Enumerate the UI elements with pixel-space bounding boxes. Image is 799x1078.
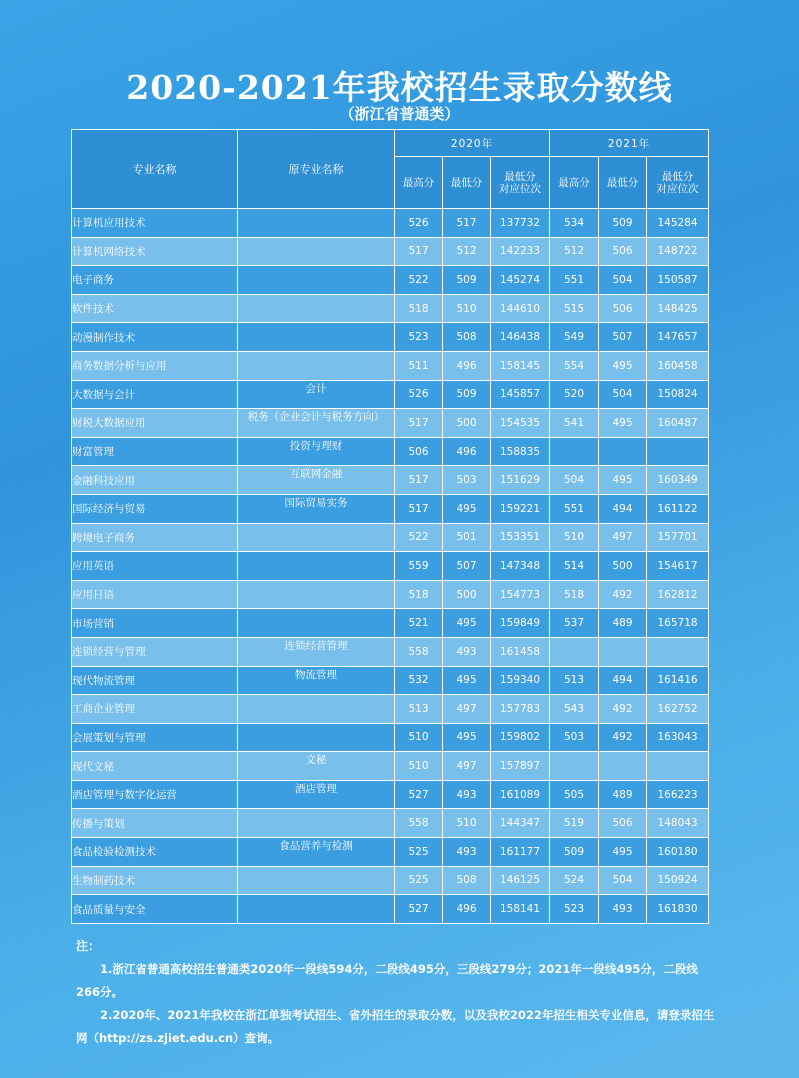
max-2020-cell: 518	[395, 294, 443, 323]
min-2021-cell: 492	[599, 695, 647, 724]
max-2020-cell: 517	[395, 409, 443, 438]
min-2021-cell: 497	[599, 523, 647, 552]
original-major-cell: 互联网金融	[238, 466, 395, 495]
table-row	[72, 237, 709, 266]
max-2021-cell: 518	[550, 580, 599, 609]
min-2020-cell: 503	[443, 466, 491, 495]
original-major-cell: 会计	[238, 380, 395, 409]
rank-2021-cell: 166223	[647, 780, 709, 809]
min-2020-cell: 510	[443, 294, 491, 323]
min-2021-cell: 507	[599, 323, 647, 352]
min-2020-cell: 496	[443, 437, 491, 466]
max-2021-cell: 541	[550, 409, 599, 438]
header-original-major: 原专业名称	[238, 130, 395, 209]
rank-2020-cell: 146125	[491, 866, 550, 895]
rank-2021-cell: 150587	[647, 266, 709, 295]
max-2020-cell: 517	[395, 494, 443, 523]
rank-2020-cell: 161089	[491, 780, 550, 809]
max-2020-cell: 517	[395, 237, 443, 266]
table-row	[72, 380, 709, 409]
table-row	[72, 723, 709, 752]
max-2020-cell: 525	[395, 838, 443, 867]
table-row	[72, 752, 709, 781]
major-cell: 传播与策划	[72, 809, 238, 838]
min-2021-cell: 495	[599, 838, 647, 867]
max-2021-cell: 549	[550, 323, 599, 352]
note-1: 1.浙江省普通高校招生普通类2020年一段线594分，二段线495分，三段线279分；2021年一段线495分，二段线266分。	[76, 962, 698, 999]
max-2021-cell: 524	[550, 866, 599, 895]
rank-2020-cell: 145857	[491, 380, 550, 409]
max-2020-cell: 527	[395, 780, 443, 809]
max-2020-cell: 527	[395, 895, 443, 924]
min-2020-cell: 495	[443, 494, 491, 523]
table-row	[72, 323, 709, 352]
original-major-cell	[238, 580, 395, 609]
rank-2020-cell: 159340	[491, 666, 550, 695]
max-2021-cell: 515	[550, 294, 599, 323]
original-major-cell	[238, 895, 395, 924]
page-title: 2020-2021年我校招生录取分数线	[126, 68, 673, 107]
header-rank-2021: 最低分 对应位次	[647, 157, 709, 209]
rank-2021-cell: 161122	[647, 494, 709, 523]
table-row	[72, 580, 709, 609]
min-2020-cell: 509	[443, 380, 491, 409]
rank-2021-cell: 148043	[647, 809, 709, 838]
major-cell: 现代文秘	[72, 752, 238, 781]
header-year-2021: 2021年	[550, 130, 709, 157]
major-cell: 计算机网络技术	[72, 237, 238, 266]
rank-2020-cell: 145274	[491, 266, 550, 295]
rank-2020-cell: 159802	[491, 723, 550, 752]
rank-2021-cell	[647, 752, 709, 781]
major-cell: 食品检验检测技术	[72, 838, 238, 867]
max-2020-cell: 521	[395, 609, 443, 638]
min-2021-cell: 500	[599, 552, 647, 581]
min-2020-cell: 507	[443, 552, 491, 581]
rank-2020-cell: 142233	[491, 237, 550, 266]
original-major-cell	[238, 552, 395, 581]
rank-2021-cell: 148722	[647, 237, 709, 266]
rank-2021-cell: 150824	[647, 380, 709, 409]
rank-2021-cell: 154617	[647, 552, 709, 581]
table-row	[72, 466, 709, 495]
major-cell: 应用日语	[72, 580, 238, 609]
rank-2021-cell: 163043	[647, 723, 709, 752]
original-major-cell: 文秘	[238, 752, 395, 781]
rank-2020-cell: 153351	[491, 523, 550, 552]
max-2020-cell: 510	[395, 752, 443, 781]
header-max-2021: 最高分	[550, 157, 599, 209]
table-row	[72, 666, 709, 695]
rank-2020-cell: 147348	[491, 552, 550, 581]
header-rank-2020: 最低分 对应位次	[491, 157, 550, 209]
original-major-cell: 连锁经营管理	[238, 637, 395, 666]
major-cell: 国际经济与贸易	[72, 494, 238, 523]
major-cell: 现代物流管理	[72, 666, 238, 695]
original-major-cell	[238, 266, 395, 295]
min-2021-cell: 494	[599, 666, 647, 695]
min-2021-cell: 504	[599, 866, 647, 895]
max-2021-cell: 505	[550, 780, 599, 809]
min-2020-cell: 493	[443, 780, 491, 809]
min-2021-cell: 489	[599, 780, 647, 809]
major-cell: 酒店管理与数字化运营	[72, 780, 238, 809]
max-2020-cell: 558	[395, 809, 443, 838]
max-2020-cell: 522	[395, 266, 443, 295]
min-2020-cell: 495	[443, 609, 491, 638]
max-2020-cell: 525	[395, 866, 443, 895]
major-cell: 市场营销	[72, 609, 238, 638]
major-cell: 软件技术	[72, 294, 238, 323]
rank-2020-cell: 157783	[491, 695, 550, 724]
major-cell: 跨境电子商务	[72, 523, 238, 552]
admission-score-table	[71, 129, 709, 924]
max-2021-cell: 520	[550, 380, 599, 409]
header-max-2020: 最高分	[395, 157, 443, 209]
min-2020-cell: 493	[443, 637, 491, 666]
major-cell: 应用英语	[72, 552, 238, 581]
max-2020-cell: 522	[395, 523, 443, 552]
min-2021-cell: 506	[599, 809, 647, 838]
original-major-cell	[238, 294, 395, 323]
max-2021-cell	[550, 637, 599, 666]
rank-2020-cell: 154773	[491, 580, 550, 609]
min-2021-cell: 495	[599, 351, 647, 380]
notes	[76, 935, 716, 1050]
max-2020-cell: 532	[395, 666, 443, 695]
rank-2020-cell: 158141	[491, 895, 550, 924]
major-cell: 计算机应用技术	[72, 209, 238, 238]
header-min-2020: 最低分	[443, 157, 491, 209]
original-major-cell	[238, 695, 395, 724]
rank-2021-cell: 150924	[647, 866, 709, 895]
rank-2020-cell: 154535	[491, 409, 550, 438]
original-major-cell: 食品营养与检测	[238, 838, 395, 867]
major-cell: 食品质量与安全	[72, 895, 238, 924]
original-major-cell: 国际贸易实务	[238, 494, 395, 523]
rank-2020-cell: 159849	[491, 609, 550, 638]
min-2020-cell: 495	[443, 666, 491, 695]
min-2020-cell: 500	[443, 580, 491, 609]
max-2020-cell: 523	[395, 323, 443, 352]
max-2021-cell	[550, 437, 599, 466]
max-2021-cell: 504	[550, 466, 599, 495]
original-major-cell: 投资与理财	[238, 437, 395, 466]
max-2021-cell: 534	[550, 209, 599, 238]
min-2020-cell: 501	[443, 523, 491, 552]
rank-2021-cell: 147657	[647, 323, 709, 352]
major-cell: 财富管理	[72, 437, 238, 466]
max-2020-cell: 526	[395, 380, 443, 409]
min-2021-cell: 492	[599, 580, 647, 609]
max-2020-cell: 513	[395, 695, 443, 724]
min-2021-cell	[599, 437, 647, 466]
header-min-2021: 最低分	[599, 157, 647, 209]
max-2020-cell: 518	[395, 580, 443, 609]
rank-2021-cell	[647, 637, 709, 666]
major-cell: 生物制药技术	[72, 866, 238, 895]
max-2020-cell: 506	[395, 437, 443, 466]
max-2021-cell: 523	[550, 895, 599, 924]
min-2020-cell: 510	[443, 809, 491, 838]
original-major-cell: 酒店管理	[238, 780, 395, 809]
rank-2020-cell: 161177	[491, 838, 550, 867]
min-2021-cell: 504	[599, 266, 647, 295]
rank-2020-cell: 158835	[491, 437, 550, 466]
rank-2021-cell: 148425	[647, 294, 709, 323]
table-row	[72, 809, 709, 838]
min-2021-cell: 506	[599, 237, 647, 266]
original-major-cell: 税务（企业会计与税务方向）	[238, 409, 395, 438]
min-2020-cell: 493	[443, 838, 491, 867]
max-2020-cell: 558	[395, 637, 443, 666]
major-cell: 工商企业管理	[72, 695, 238, 724]
rank-2021-cell: 160349	[647, 466, 709, 495]
max-2021-cell: 554	[550, 351, 599, 380]
table-row	[72, 866, 709, 895]
rank-2021-cell: 161830	[647, 895, 709, 924]
major-cell: 动漫制作技术	[72, 323, 238, 352]
max-2021-cell: 513	[550, 666, 599, 695]
original-major-cell	[238, 866, 395, 895]
max-2021-cell: 551	[550, 494, 599, 523]
min-2020-cell: 508	[443, 323, 491, 352]
original-major-cell: 物流管理	[238, 666, 395, 695]
rank-2021-cell: 162812	[647, 580, 709, 609]
table-row	[72, 209, 709, 238]
original-major-cell	[238, 209, 395, 238]
max-2021-cell	[550, 752, 599, 781]
min-2020-cell: 496	[443, 351, 491, 380]
min-2020-cell: 497	[443, 752, 491, 781]
max-2020-cell: 517	[395, 466, 443, 495]
max-2021-cell: 537	[550, 609, 599, 638]
max-2021-cell: 512	[550, 237, 599, 266]
max-2021-cell: 509	[550, 838, 599, 867]
rank-2020-cell: 157897	[491, 752, 550, 781]
max-2021-cell: 510	[550, 523, 599, 552]
table-row	[72, 294, 709, 323]
min-2020-cell: 495	[443, 723, 491, 752]
min-2021-cell: 489	[599, 609, 647, 638]
rank-2020-cell: 158145	[491, 351, 550, 380]
min-2021-cell: 495	[599, 466, 647, 495]
original-major-cell	[238, 809, 395, 838]
rank-2021-cell: 160458	[647, 351, 709, 380]
min-2021-cell: 492	[599, 723, 647, 752]
header-major: 专业名称	[72, 130, 238, 209]
table-row	[72, 523, 709, 552]
min-2020-cell: 512	[443, 237, 491, 266]
rank-2020-cell: 146438	[491, 323, 550, 352]
min-2020-cell: 508	[443, 866, 491, 895]
rank-2020-cell: 144347	[491, 809, 550, 838]
rank-2021-cell: 160180	[647, 838, 709, 867]
min-2020-cell: 497	[443, 695, 491, 724]
max-2020-cell: 510	[395, 723, 443, 752]
min-2021-cell: 494	[599, 494, 647, 523]
max-2020-cell: 559	[395, 552, 443, 581]
table-row	[72, 437, 709, 466]
rank-2020-cell: 151629	[491, 466, 550, 495]
major-cell: 商务数据分析与应用	[72, 351, 238, 380]
original-major-cell	[238, 237, 395, 266]
min-2021-cell: 495	[599, 409, 647, 438]
min-2021-cell	[599, 752, 647, 781]
rank-2021-cell: 145284	[647, 209, 709, 238]
rank-2020-cell: 137732	[491, 209, 550, 238]
note-2: 2.2020年、2021年我校在浙江单独考试招生、省外招生的录取分数，以及我校2022年招生相关专业信息，请登录招生网（http://zs.zjiet.edu.cn）查询。	[76, 1008, 715, 1045]
table-row	[72, 838, 709, 867]
original-major-cell	[238, 609, 395, 638]
min-2020-cell: 509	[443, 266, 491, 295]
min-2021-cell: 506	[599, 294, 647, 323]
major-cell: 会展策划与管理	[72, 723, 238, 752]
table-row	[72, 409, 709, 438]
max-2021-cell: 519	[550, 809, 599, 838]
rank-2020-cell: 159221	[491, 494, 550, 523]
table-row	[72, 609, 709, 638]
page-subtitle: （浙江省普通类）	[339, 105, 460, 123]
rank-2021-cell: 162752	[647, 695, 709, 724]
notes-heading: 注：	[76, 939, 101, 953]
table-row	[72, 637, 709, 666]
table-row	[72, 780, 709, 809]
table-row	[72, 494, 709, 523]
min-2020-cell: 496	[443, 895, 491, 924]
original-major-cell	[238, 723, 395, 752]
min-2021-cell: 504	[599, 380, 647, 409]
rank-2021-cell	[647, 437, 709, 466]
rank-2020-cell: 161458	[491, 637, 550, 666]
table-row	[72, 351, 709, 380]
major-cell: 金融科技应用	[72, 466, 238, 495]
max-2020-cell: 526	[395, 209, 443, 238]
min-2020-cell: 517	[443, 209, 491, 238]
table-row	[72, 895, 709, 924]
rank-2021-cell: 160487	[647, 409, 709, 438]
major-cell: 大数据与会计	[72, 380, 238, 409]
header-year-2020: 2020年	[395, 130, 550, 157]
major-cell: 财税大数据应用	[72, 409, 238, 438]
min-2021-cell: 509	[599, 209, 647, 238]
table-row	[72, 552, 709, 581]
table-row	[72, 266, 709, 295]
max-2021-cell: 551	[550, 266, 599, 295]
original-major-cell	[238, 523, 395, 552]
min-2021-cell: 493	[599, 895, 647, 924]
min-2020-cell: 500	[443, 409, 491, 438]
rank-2021-cell: 157701	[647, 523, 709, 552]
max-2021-cell: 514	[550, 552, 599, 581]
rank-2020-cell: 144610	[491, 294, 550, 323]
min-2021-cell	[599, 637, 647, 666]
max-2021-cell: 543	[550, 695, 599, 724]
major-cell: 连锁经营与管理	[72, 637, 238, 666]
table-row	[72, 695, 709, 724]
rank-2021-cell: 161416	[647, 666, 709, 695]
max-2020-cell: 511	[395, 351, 443, 380]
original-major-cell	[238, 351, 395, 380]
original-major-cell	[238, 323, 395, 352]
rank-2021-cell: 165718	[647, 609, 709, 638]
major-cell: 电子商务	[72, 266, 238, 295]
max-2021-cell: 503	[550, 723, 599, 752]
